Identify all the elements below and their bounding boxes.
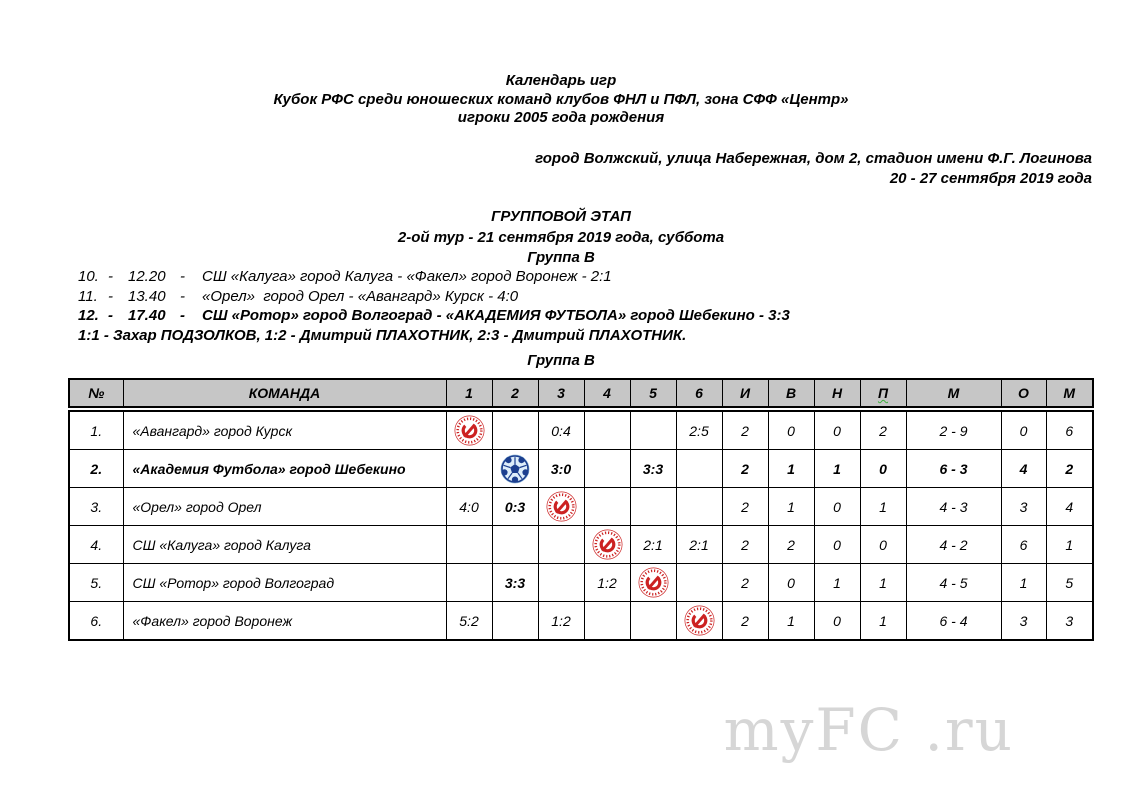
team-name-cell: СШ «Калуга» город Калуга	[123, 526, 446, 564]
stat-draws-cell: 0	[814, 488, 860, 526]
team-logo-cell	[446, 411, 492, 450]
stat-losses-cell: 1	[860, 488, 906, 526]
venue-block	[292, 149, 1092, 188]
title-line-3: игроки 2005 года рождения	[457, 109, 665, 126]
result-cell	[630, 411, 676, 450]
stat-points-cell: 6	[1001, 526, 1046, 564]
stat-goals-cell: 4 - 3	[906, 488, 1001, 526]
result-cell: 0:4	[538, 411, 584, 450]
stat-points-cell: 0	[1001, 411, 1046, 450]
col-header-wins: В	[768, 379, 814, 407]
dates-line: 20 - 27 сентября 2019 года	[889, 169, 1092, 187]
scorers-text: 1:1 - Захар ПОДЗОЛКОВ, 1:2 - Дмитрий ПЛАХОТНИК, 2:3 - Дмитрий ПЛАХОТНИК.	[78, 326, 687, 344]
stat-goals-cell: 6 - 4	[906, 602, 1001, 641]
match-description: «Орел» город Орел - «Авангард» Курск - 4:0	[202, 287, 519, 305]
stat-wins-cell: 1	[768, 450, 814, 488]
stat-points-cell: 4	[1001, 450, 1046, 488]
stat-draws-cell: 0	[814, 526, 860, 564]
stat-losses-cell: 0	[860, 526, 906, 564]
stat-place-cell: 6	[1046, 411, 1093, 450]
team-logo-cell	[676, 602, 722, 641]
row-number-cell: 6.	[69, 602, 123, 641]
row-number-cell: 4.	[69, 526, 123, 564]
result-cell	[538, 564, 584, 602]
col-header-2: 2	[492, 379, 538, 407]
team-name-cell: «Академия Футбола» город Шебекино	[123, 450, 446, 488]
header-row	[69, 379, 1093, 407]
stat-played-cell: 2	[722, 488, 768, 526]
col-header-6: 6	[676, 379, 722, 407]
dash: -	[180, 287, 185, 305]
team-name-cell: «Орел» город Орел	[123, 488, 446, 526]
stat-draws-cell: 0	[814, 602, 860, 641]
result-cell	[492, 526, 538, 564]
col-header-losses	[860, 379, 906, 407]
stat-draws-cell: 1	[814, 450, 860, 488]
match-number: 12.	[78, 307, 99, 324]
stat-goals-cell: 4 - 5	[906, 564, 1001, 602]
avangard-red-emblem-icon	[447, 412, 492, 449]
result-cell: 5:2	[446, 602, 492, 641]
result-cell: 3:0	[538, 450, 584, 488]
result-cell	[492, 411, 538, 450]
row-number-cell: 2.	[69, 450, 123, 488]
result-cell	[538, 526, 584, 564]
match-number: 10.	[78, 268, 99, 285]
stat-wins-cell: 2	[768, 526, 814, 564]
col-header-points: О	[1001, 379, 1046, 407]
stat-goals-cell: 6 - 3	[906, 450, 1001, 488]
matches-list	[78, 267, 790, 345]
stat-losses-cell: 2	[860, 411, 906, 450]
stat-points-cell: 1	[1001, 564, 1046, 602]
title-line-2: Кубок РФС среди юношеских команд клубов ФНЛ и ПФЛ, зона СФФ «Центр»	[273, 90, 849, 108]
stat-place-cell: 4	[1046, 488, 1093, 526]
stat-played-cell: 2	[722, 564, 768, 602]
result-cell	[630, 488, 676, 526]
dash: -	[108, 287, 113, 305]
match-description: СШ «Калуга» город Калуга - «Факел» город Воронеж - 2:1	[202, 268, 612, 285]
result-cell	[584, 488, 630, 526]
dash: -	[108, 268, 113, 285]
match-time: 13.40	[128, 287, 166, 305]
result-cell	[446, 450, 492, 488]
match-time: 12.20	[128, 268, 166, 285]
venue-line: город Волжский, улица Набережная, дом 2, стадион имени Ф.Г. Логинова	[535, 150, 1092, 167]
table-row	[69, 411, 1093, 450]
stat-goals-cell: 4 - 2	[906, 526, 1001, 564]
dash: -	[180, 268, 185, 285]
scorers-line	[78, 326, 790, 346]
row-number-cell: 3.	[69, 488, 123, 526]
match-row	[78, 267, 790, 287]
result-cell: 1:2	[538, 602, 584, 641]
stat-wins-cell: 0	[768, 411, 814, 450]
result-cell: 2:1	[630, 526, 676, 564]
stat-losses-cell: 1	[860, 564, 906, 602]
team-logo-cell	[538, 488, 584, 526]
standings-body-table	[68, 410, 1094, 641]
stat-draws-cell: 1	[814, 564, 860, 602]
stat-goals-cell: 2 - 9	[906, 411, 1001, 450]
match-number: 11.	[78, 287, 98, 305]
col-header-goals: М	[906, 379, 1001, 407]
myfc-watermark: myFC .ru	[723, 696, 1014, 764]
title-line-1: Календарь игр	[505, 72, 617, 89]
stat-points-cell: 3	[1001, 488, 1046, 526]
stat-played-cell: 2	[722, 602, 768, 641]
result-cell: 3:3	[630, 450, 676, 488]
result-cell	[584, 602, 630, 641]
match-row-featured	[78, 306, 790, 326]
stat-played-cell: 2	[722, 411, 768, 450]
row-number-cell: 1.	[69, 411, 123, 450]
col-header-3: 3	[538, 379, 584, 407]
stat-place-cell: 5	[1046, 564, 1093, 602]
col-header-4: 4	[584, 379, 630, 407]
table-row	[69, 526, 1093, 564]
result-cell	[630, 602, 676, 641]
team-logo-cell	[630, 564, 676, 602]
table-row	[69, 488, 1093, 526]
table-row-highlighted	[69, 450, 1093, 488]
stat-losses-cell: 0	[860, 450, 906, 488]
team-logo-cell	[492, 450, 538, 488]
result-cell	[584, 411, 630, 450]
stage-block	[0, 207, 1122, 269]
dash: -	[108, 307, 113, 324]
document-title-block	[0, 72, 1122, 128]
result-cell	[584, 450, 630, 488]
stat-wins-cell: 0	[768, 564, 814, 602]
stat-place-cell: 3	[1046, 602, 1093, 641]
col-header-team: КОМАНДА	[123, 379, 446, 407]
result-cell	[676, 564, 722, 602]
table-group-label: Группа В	[527, 352, 595, 369]
rotor-red-emblem-icon	[631, 564, 676, 601]
result-cell	[676, 488, 722, 526]
stat-wins-cell: 1	[768, 488, 814, 526]
result-cell: 1:2	[584, 564, 630, 602]
col-header-place: М	[1046, 379, 1093, 407]
team-name-cell: «Факел» город Воронеж	[123, 602, 446, 641]
match-description: СШ «Ротор» город Волгоград - «АКАДЕМИЯ ФУТБОЛА» город Шебекино - 3:3	[202, 307, 790, 324]
result-cell	[446, 526, 492, 564]
standings-header-table	[68, 378, 1094, 408]
row-number-cell: 5.	[69, 564, 123, 602]
akademiya-blue-ball-icon	[493, 450, 538, 487]
table-row	[69, 602, 1093, 641]
stage-title: ГРУППОВОЙ ЭТАП	[491, 208, 631, 225]
table-row	[69, 564, 1093, 602]
team-logo-cell	[584, 526, 630, 564]
stat-played-cell: 2	[722, 526, 768, 564]
result-cell	[446, 564, 492, 602]
result-cell: 3:3	[492, 564, 538, 602]
standings-table	[68, 378, 1092, 641]
match-time: 17.40	[128, 307, 166, 324]
match-row	[78, 287, 790, 307]
col-header-number: №	[69, 379, 123, 407]
stat-losses-cell: 1	[860, 602, 906, 641]
orel-red-emblem-icon	[539, 488, 584, 525]
result-cell: 2:5	[676, 411, 722, 450]
result-cell: 4:0	[446, 488, 492, 526]
stage-group: Группа В	[527, 249, 595, 266]
kaluga-red-emblem-icon	[585, 526, 630, 563]
result-cell: 2:1	[676, 526, 722, 564]
team-name-cell: «Авангард» город Курск	[123, 411, 446, 450]
fakel-red-emblem-icon	[677, 602, 722, 639]
dash: -	[180, 307, 185, 324]
col-header-played: И	[722, 379, 768, 407]
stat-place-cell: 2	[1046, 450, 1093, 488]
stage-round: 2-ой тур - 21 сентября 2019 года, суббота	[397, 228, 725, 246]
stat-wins-cell: 1	[768, 602, 814, 641]
result-cell: 0:3	[492, 488, 538, 526]
col-header-draws: Н	[814, 379, 860, 407]
team-name-cell: СШ «Ротор» город Волгоград	[123, 564, 446, 602]
stat-points-cell: 3	[1001, 602, 1046, 641]
result-cell	[492, 602, 538, 641]
stat-place-cell: 1	[1046, 526, 1093, 564]
stat-played-cell: 2	[722, 450, 768, 488]
col-header-5: 5	[630, 379, 676, 407]
losses-label: П	[877, 385, 889, 401]
stat-draws-cell: 0	[814, 411, 860, 450]
result-cell	[676, 450, 722, 488]
col-header-1: 1	[446, 379, 492, 407]
